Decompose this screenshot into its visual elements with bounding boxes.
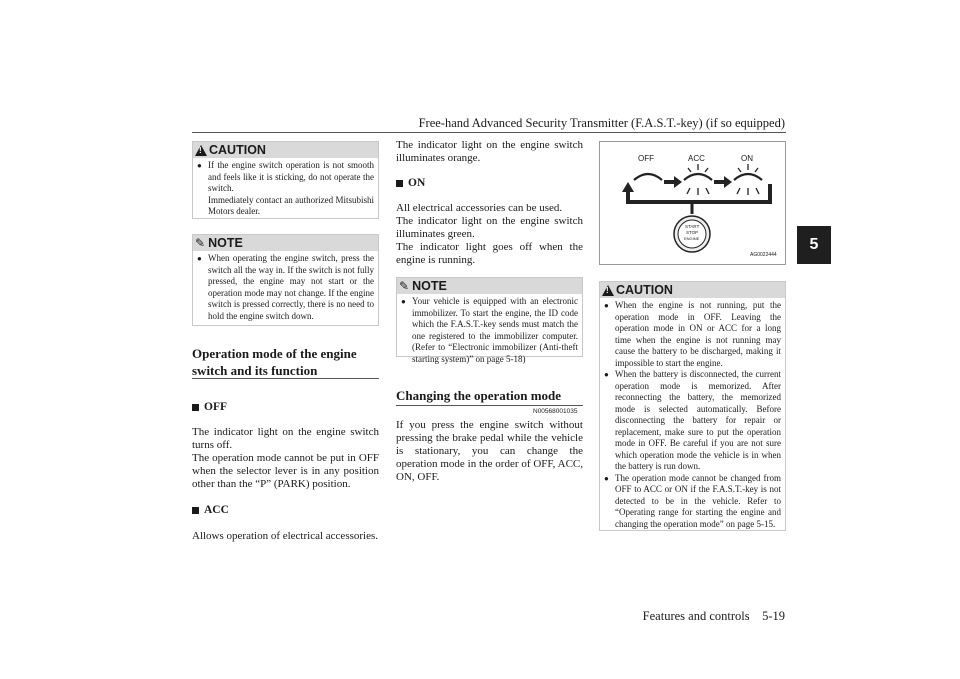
left-note-box xyxy=(192,234,379,326)
arrow-right-icon xyxy=(714,176,732,188)
button-text-stop: STOP xyxy=(686,230,699,235)
bullet-icon: ● xyxy=(604,473,609,483)
changing-mode-description: If you press the engine switch without pressing the brake pedal while the vehicle is stationary, you can change the operation mode in the order of OFF, ACC, ON, OFF. xyxy=(396,419,583,483)
on-description: All electrical accessories can be used. The indicator light on the engine switch illuminates green. The indicator light goes off when the engine is running. xyxy=(396,202,583,266)
bullet-icon: ● xyxy=(197,161,202,170)
subheading-acc: ACC xyxy=(192,504,229,516)
section-heading-changing-mode: Changing the operation mode xyxy=(396,388,562,403)
caution-item: ● The operation mode cannot be changed from OFF to ACC or ON if the F.A.S.T.-key is not detected to be in the vehicle. Refer to “Operating range for starting the engine and changing the operation mode” on page 5-15. xyxy=(604,472,781,529)
figure-label-acc: ACC xyxy=(688,154,705,163)
note-label: NOTE xyxy=(412,279,447,293)
caution-item: ● If the engine switch operation is not smooth and feels like it is sticking, do not operate the switch. Immediately contact an authorized Mitsubishi Motors dealer. xyxy=(197,160,374,216)
on-lamp-icon xyxy=(734,164,762,195)
caution-item: ● When the battery is disconnected, the current operation mode is memorized. After reconnecting the battery, the memorized mode is selected automatically. Before disconnecting the battery for repair or replacement, make sure to put the operation mode in OFF. Be careful if you are not sure which operation mode the vehicle is in when the battery is run down. xyxy=(604,369,781,471)
section-heading-operation-mode: Operation mode of the engine switch and its function xyxy=(192,346,357,378)
note-header xyxy=(397,278,582,294)
pencil-icon: ✎ xyxy=(195,236,206,250)
warning-triangle-icon xyxy=(602,285,614,296)
return-loop-arrow xyxy=(628,184,770,202)
bullet-icon: ● xyxy=(604,370,609,379)
caution-label: CAUTION xyxy=(209,143,266,157)
figure-code: AG0022444 xyxy=(750,252,777,258)
acc-description: Allows operation of electrical accessories. xyxy=(192,530,379,542)
right-caution-box xyxy=(599,281,786,531)
header-rule xyxy=(192,132,786,133)
section-rule xyxy=(192,378,379,379)
running-header: Free-hand Advanced Security Transmitter (F.A.S.T.-key) (if so equipped) xyxy=(418,116,785,130)
note-header xyxy=(193,235,378,251)
middle-note-box xyxy=(396,277,583,364)
engine-switch-diagram xyxy=(599,141,786,265)
note-item: ● Your vehicle is equipped with an electronic immobilizer. To start the engine, the ID code which the F.A.S.T.-key sends must match the one registered to the immobilizer computer. (Refer to “Electronic immobilizer (Anti-theft starting system)” on page 5-18) xyxy=(401,296,578,364)
acc-lamp-icon xyxy=(684,164,712,195)
button-text-start: START xyxy=(685,224,700,229)
caution-item: ● When the engine is not running, put the operation mode in OFF. Leaving the operation mode in ON or ACC for a long time when the engine is not running may cause the battery to be discharged, making it impossible to start the engine. xyxy=(604,300,781,368)
arrow-right-icon xyxy=(664,176,682,188)
acc-description-cont: The indicator light on the engine switch illuminates orange. xyxy=(396,139,583,164)
square-bullet-icon xyxy=(192,507,199,514)
chapter-tab: 5 xyxy=(797,226,831,264)
note-item: ● When operating the engine switch, press the switch all the way in. If the switch is not fully pressed, the engine may not start or the operation mode may not change. If the engine switch is pressed correctly, there is no need to hold the engine switch down. xyxy=(197,253,374,321)
page-footer: Features and controls 5-19 xyxy=(642,609,785,623)
pencil-icon: ✎ xyxy=(399,279,410,293)
caution-header xyxy=(600,282,785,298)
bullet-icon: ● xyxy=(197,254,202,263)
section-rule xyxy=(396,405,583,406)
arrow-up-icon xyxy=(622,182,634,192)
subheading-on: ON xyxy=(396,177,425,189)
bullet-icon: ● xyxy=(604,301,609,310)
caution-header xyxy=(193,142,378,158)
figure-label-on: ON xyxy=(741,154,753,163)
off-lamp-icon xyxy=(634,174,662,180)
figure-label-off: OFF xyxy=(638,154,654,163)
note-label: NOTE xyxy=(208,236,243,250)
bullet-icon: ● xyxy=(401,297,406,306)
caution-label: CAUTION xyxy=(616,283,673,297)
section-code: N00568001035 xyxy=(533,408,578,415)
button-text-engine: ENGINE xyxy=(684,236,700,241)
warning-triangle-icon xyxy=(195,145,207,156)
square-bullet-icon xyxy=(192,404,199,411)
off-description: The indicator light on the engine switch turns off. The operation mode cannot be put in OFF when the selector lever is in any position other than the “P” (PARK) position. xyxy=(192,426,379,490)
left-caution-box xyxy=(192,141,379,219)
square-bullet-icon xyxy=(396,180,403,187)
subheading-off: OFF xyxy=(192,401,227,413)
